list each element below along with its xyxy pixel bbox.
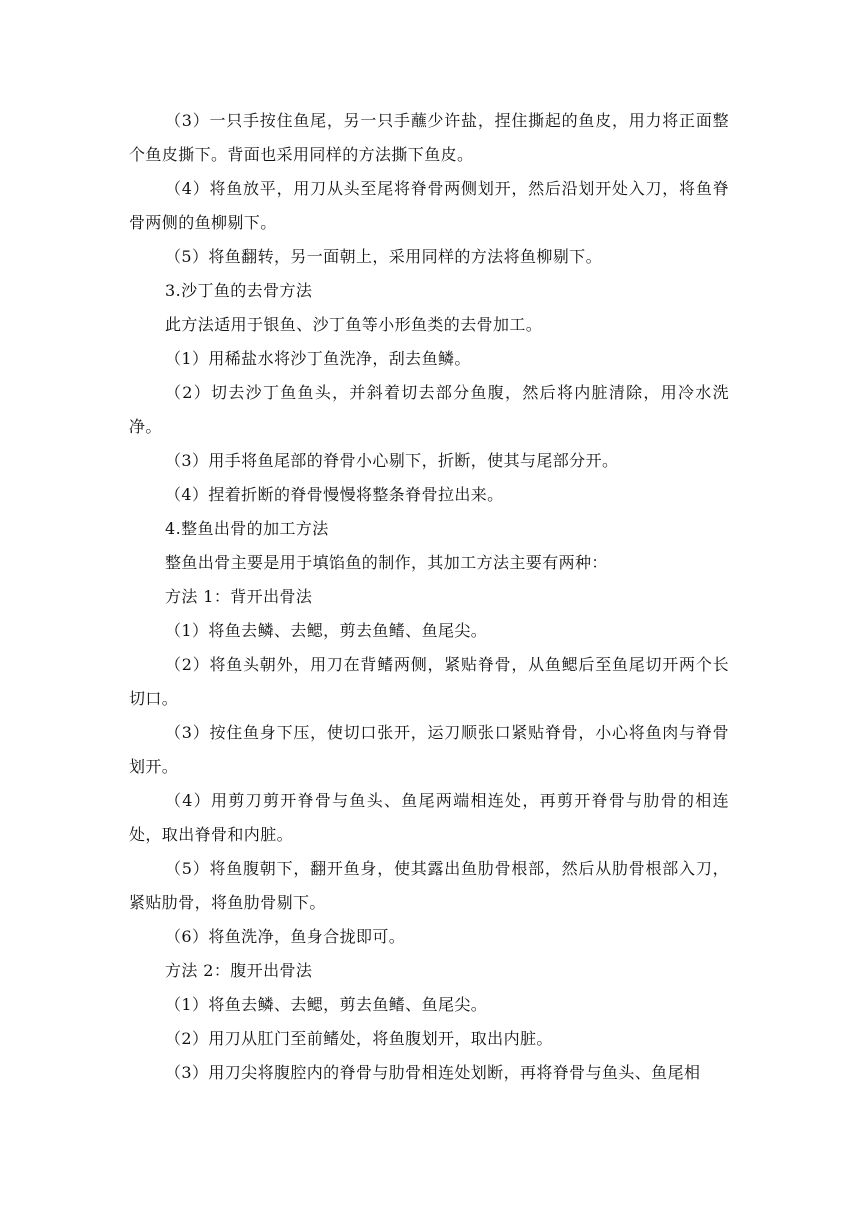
- paragraph-whole-fish-intro: 整鱼出骨主要是用于填馅鱼的制作，其加工方法主要有两种：: [165, 553, 608, 572]
- paragraph-sardine-step-2: （2）切去沙丁鱼鱼头，并斜着切去部分鱼腹，然后将内脏清除，用冷水洗净。: [129, 383, 729, 436]
- paragraph-sardine-intro: 此方法适用于银鱼、沙丁鱼等小形鱼类的去骨加工。: [165, 315, 543, 334]
- paragraph-method-1-step-5: （5）将鱼腹朝下，翻开鱼身，使其露出鱼肋骨根部，然后从肋骨根部入刀，紧贴肋骨，将鱼肋骨剔下。: [129, 859, 729, 912]
- paragraph-sardine-step-1: （1）用稀盐水将沙丁鱼洗净，刮去鱼鳞。: [165, 349, 471, 368]
- document-body: [129, 104, 729, 1090]
- paragraph-method-2-step-1: （1）将鱼去鳞、去鳃，剪去鱼鳍、鱼尾尖。: [165, 995, 488, 1014]
- paragraph-method-1-step-2: （2）将鱼头朝外，用刀在背鳍两侧，紧贴脊骨，从鱼鳃后至鱼尾切开两个长切口。: [129, 655, 729, 708]
- paragraph-method-2-step-3: （3）用刀尖将腹腔内的脊骨与肋骨相连处划断，再将脊骨与鱼头、鱼尾相: [165, 1063, 701, 1082]
- method-2-heading: 方法 2：腹开出骨法: [165, 961, 313, 980]
- method-1-heading: 方法 1：背开出骨法: [165, 587, 313, 606]
- paragraph-step-5: （5）将鱼翻转，另一面朝上，采用同样的方法将鱼柳剔下。: [165, 247, 602, 266]
- paragraph-sardine-step-3: （3）用手将鱼尾部的脊骨小心剔下，折断，使其与尾部分开。: [165, 451, 619, 470]
- paragraph-step-3: （3）一只手按住鱼尾，另一只手蘸少许盐，捏住撕起的鱼皮，用力将正面整个鱼皮撕下。背面也采用同样的方法撕下鱼皮。: [129, 111, 729, 164]
- section-heading-whole-fish: 4.整鱼出骨的加工方法: [165, 519, 329, 538]
- paragraph-method-2-step-2: （2）用刀从肛门至前鳍处，将鱼腹划开，取出内脏。: [165, 1029, 553, 1048]
- paragraph-step-4: （4）将鱼放平，用刀从头至尾将脊骨两侧划开，然后沿划开处入刀，将鱼脊骨两侧的鱼柳剔下。: [129, 179, 729, 232]
- paragraph-method-1-step-3: （3）按住鱼身下压，使切口张开，运刀顺张口紧贴脊骨，小心将鱼肉与脊骨划开。: [129, 723, 729, 776]
- paragraph-method-1-step-1: （1）将鱼去鳞、去鳃，剪去鱼鳍、鱼尾尖。: [165, 621, 488, 640]
- paragraph-method-1-step-4: （4）用剪刀剪开脊骨与鱼头、鱼尾两端相连处，再剪开脊骨与肋骨的相连处，取出脊骨和内脏。: [129, 791, 729, 844]
- paragraph-sardine-step-4: （4）捏着折断的脊骨慢慢将整条脊骨拉出来。: [165, 485, 504, 504]
- section-heading-sardine: 3.沙丁鱼的去骨方法: [165, 281, 313, 300]
- paragraph-method-1-step-6: （6）将鱼洗净，鱼身合拢即可。: [165, 927, 406, 946]
